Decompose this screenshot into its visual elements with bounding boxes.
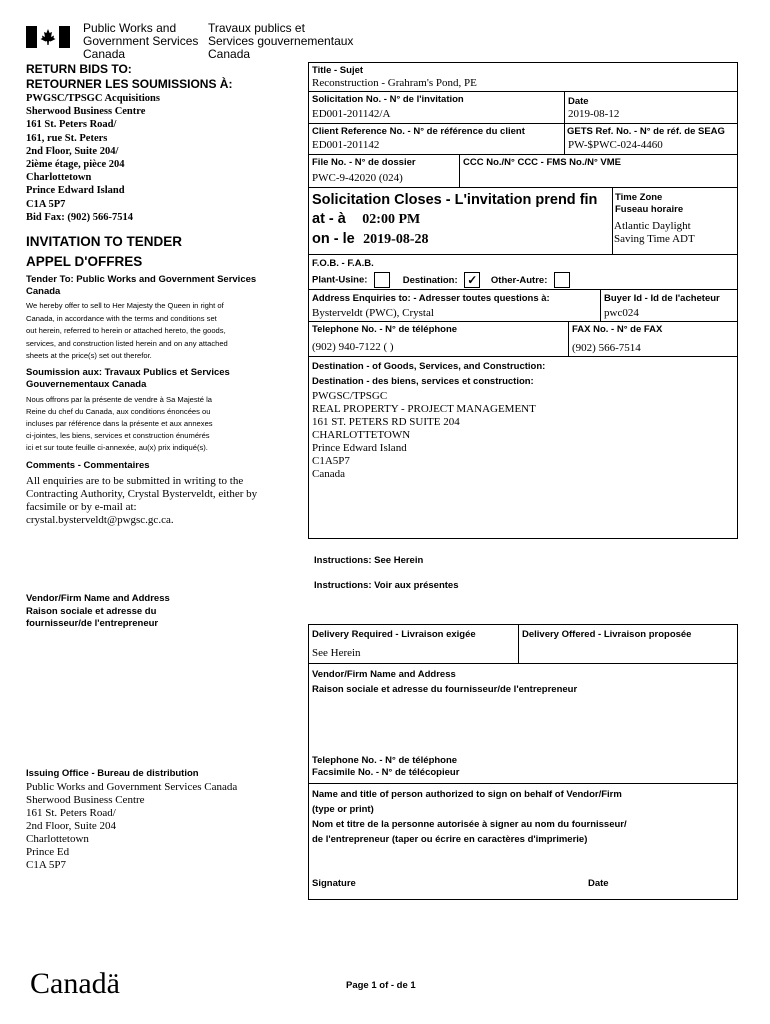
invitation-title — [26, 232, 182, 272]
destination-label: Destination: — [402, 274, 458, 286]
title-value: Reconstruction - Grahram's Pond, PE — [312, 77, 477, 89]
destination-goods-label: Destination - of Goods, Services, and Construction: Destination - des biens, services et construction: — [312, 361, 546, 387]
canada-wordmark: Canadä — [30, 967, 120, 1000]
issuing-office-address: Public Works and Government Services Canada Sherwood Business Centre 161 St. Peters Road/ 2nd Floor, Suite 204 Charlottetown Prince Ed C1A 5P7 — [26, 781, 238, 871]
date-label: Date — [568, 96, 589, 107]
solicitation-number-label: Solicitation No. - N° de l'invitation — [312, 94, 464, 105]
soumission-label: Soumission aux: Travaux Publics et Services Gouvernementaux Canada — [26, 367, 230, 390]
fob-label: F.O.B. - F.A.B. — [312, 258, 374, 269]
delivery-required-value: See Herein — [312, 647, 361, 659]
delivery-offered-field[interactable] — [520, 643, 736, 661]
issuing-office-label: Issuing Office - Bureau de distribution — [26, 768, 199, 779]
authorized-person-field[interactable] — [310, 847, 736, 873]
vendor-name-address-label: Vendor/Firm Name and Address Raison sociale et adresse du fournisseur/de l'entrepreneur — [26, 593, 170, 629]
delivery-required-label: Delivery Required - Livraison exigée — [312, 629, 476, 640]
ccc-fms-label: CCC No./N° CCC - FMS No./N° VME — [463, 157, 622, 168]
client-reference-value: ED001-201142 — [312, 139, 380, 151]
buyer-id-value: pwc024 — [604, 307, 639, 319]
date-value: 2019-08-12 — [568, 108, 620, 120]
telephone-label: Telephone No. - N° de téléphone — [312, 324, 458, 335]
telephone-facsimile-label: Telephone No. - N° de téléphone Facsimile No. - N° de télécopieur — [312, 755, 460, 778]
plant-usine-label: Plant-Usine: — [312, 274, 368, 286]
other-autre-label: Other-Autre: — [490, 274, 548, 286]
signature-date-label: Date — [588, 878, 609, 889]
destination-goods-value: PWGSC/TPSGC REAL PROPERTY - PROJECT MANAGEMENT 161 ST. PETERS RD SUITE 204 CHARLOTTETOWN Prince Edward Island C1A5P7 Canada — [312, 390, 536, 480]
at-label: at - à — [312, 211, 346, 227]
closing-date-value: 2019-08-28 — [363, 232, 429, 247]
soumission-body: Nous offrons par la présente de vendre à Sa Majesté la Reine du chef du Canada, aux conditions énoncées ou incluses par référence dans la présente et aux annexes ci-jointes, les biens, services et construction énumérés ici et sur toute feuille ci-annexée, au(x) prix indiqué(s). — [26, 395, 213, 452]
tender-to-body: We hereby offer to sell to Her Majesty the Queen in right of Canada, in accordance with the terms and conditions set out herein, referred to herein or attached hereto, the goods, services, and construction listed herein and on any attached sheets at the price(s) set out therefor. — [26, 301, 228, 360]
dept-en-line: Canada — [83, 47, 126, 61]
gets-reference-value: PW-$PWC-024-4460 — [568, 139, 663, 151]
title-label: Title - Sujet — [312, 65, 364, 76]
address-enquiries-label: Address Enquiries to: - Adresser toutes questions à: — [312, 293, 550, 304]
fob-options — [312, 272, 570, 288]
authorized-person-label: Name and title of person authorized to sign on behalf of Vendor/Firm (type or print) Nom et titre de la personne autorisée à signer au nom du fournisseur/ de l'entrepreneur (taper ou écrire en caractères d'imprimerie) — [312, 789, 627, 845]
on-label: on - le — [312, 231, 355, 247]
time-zone-label: Time Zone Fuseau horaire — [615, 192, 684, 215]
return-bids-address: PWGSC/TPSGC Acquisitions Sherwood Business Centre 161 St. Peters Road/ 161, rue St. Peters 2nd Floor, Suite 204/ 2ième étage, pièce 204 Charlottetown Prince Edward Island C1A 5P7 Bid Fax: (902) 566-7514 — [26, 93, 160, 223]
file-number-value: PWC-9-42020 (024) — [312, 172, 403, 184]
tender-to-label: Tender To: Public Works and Government Services Canada — [26, 274, 257, 297]
plant-usine-checkbox[interactable] — [374, 272, 390, 288]
time-zone-value: Atlantic Daylight Saving Time ADT — [614, 220, 695, 245]
comments-label: Comments - Commentaires — [26, 460, 150, 471]
return-bids-heading — [26, 62, 232, 92]
dept-en-line: Public Works and — [83, 21, 177, 35]
vendor-firm-label: Vendor/Firm Name and Address Raison sociale et adresse du fournisseur/de l'entrepreneur — [312, 669, 578, 695]
dept-fr-line: Canada — [208, 47, 251, 61]
closing-time-row — [312, 210, 420, 228]
signature-label: Signature — [312, 878, 356, 889]
buyer-id-label: Buyer Id - Id de l'acheteur — [604, 293, 720, 304]
solicitation-number-value: ED001-201142/A — [312, 108, 391, 120]
department-name-en — [83, 22, 198, 61]
page-number: Page 1 of - de 1 — [346, 980, 416, 991]
dept-fr-line: Services gouvernementaux — [208, 34, 354, 48]
closing-date-row — [312, 230, 428, 248]
canada-flag-logo — [26, 26, 70, 48]
telephone-value: (902) 940-7122 ( ) — [312, 341, 394, 353]
delivery-offered-label: Delivery Offered - Livraison proposée — [522, 629, 692, 640]
address-enquiries-value: Bysterveldt (PWC), Crystal — [312, 307, 434, 319]
comments-body: All enquiries are to be submitted in writing to the Contracting Authority, Crystal Bysterveldt, either by facsimile or by e-mail at: crystal.bysterveldt@pwgsc.gc.ca. — [26, 475, 258, 526]
instructions-fr: Instructions: Voir aux présentes — [314, 580, 459, 591]
dept-fr-line: Travaux publics et — [208, 21, 305, 35]
client-reference-label: Client Reference No. - N° de référence du client — [312, 126, 525, 137]
instructions-en: Instructions: See Herein — [314, 555, 424, 566]
dept-en-line: Government Services — [83, 34, 199, 48]
vendor-firm-field[interactable] — [310, 696, 736, 752]
department-name-fr — [208, 22, 353, 61]
invitation-title-en: INVITATION TO TENDER — [26, 234, 183, 249]
gets-reference-label: GETS Ref. No. - N° de réf. de SEAG — [567, 126, 725, 137]
invitation-title-fr: APPEL D'OFFRES — [26, 254, 143, 269]
fax-label: FAX No. - N° de FAX — [572, 324, 663, 335]
closing-time-value: 02:00 PM — [362, 212, 421, 227]
destination-checkbox[interactable] — [464, 272, 480, 288]
solicitation-closes-label: Solicitation Closes - L'invitation prend fin — [312, 192, 598, 208]
other-autre-checkbox[interactable] — [554, 272, 570, 288]
return-bids-heading-fr: RETOURNER LES SOUMISSIONS À: — [26, 77, 233, 91]
file-number-label: File No. - N° de dossier — [312, 157, 416, 168]
check-mark-icon: ✓ — [467, 273, 478, 287]
fax-value: (902) 566-7514 — [572, 342, 641, 354]
return-bids-heading-en: RETURN BIDS TO: — [26, 62, 132, 76]
